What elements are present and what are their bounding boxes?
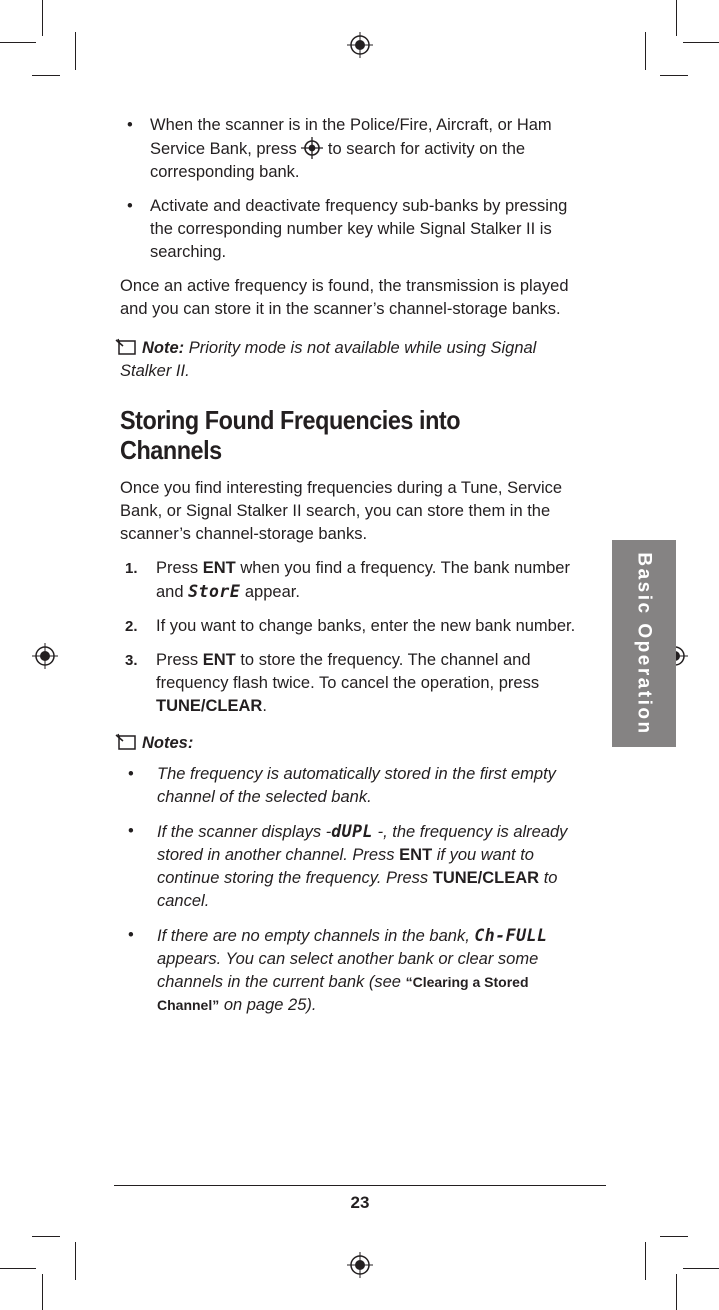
crop-mark [683,1268,719,1269]
section-heading: Storing Found Frequencies into Channels [120,405,461,465]
crop-mark [0,42,36,43]
step-text: appear. [240,583,300,601]
list-item [120,557,590,604]
step-number: 3. [125,652,138,669]
key-label: ENT [202,559,236,577]
step-number: 2. [125,618,138,635]
note-text: to cancel. [157,869,558,910]
note-text: Priority mode is not available while using Signal Stalker II. [120,339,537,380]
note-text: If there are no empty channels in the bank, [157,927,475,945]
crop-mark [32,75,60,76]
key-label: ENT [399,846,433,864]
bullet-text: When the scanner is in the Police/Fire, Aircraft, or Ham Service Bank, press [150,116,552,158]
list-item [120,114,590,184]
crop-mark [645,1242,646,1280]
crop-mark [32,1236,60,1237]
note [120,337,590,383]
section-side-tab [612,540,676,747]
list-item [120,195,590,264]
key-label: TUNE/CLEAR [156,697,263,715]
crop-mark [676,0,677,36]
lcd-text: Ch-FULL [474,926,548,945]
note-text: on page 25). [219,996,317,1014]
registration-mark-icon [347,32,373,58]
bullet-list [120,114,590,264]
note-text: -, the frequency is already stored in another channel. Press [157,823,568,864]
lcd-text: dUPL [331,822,373,841]
steps-list [120,557,590,718]
crop-mark [42,1274,43,1310]
note-text: The frequency is automatically stored in the first empty channel of the selected bank. [157,765,556,806]
step-text: . [262,697,267,715]
notes-list [120,763,590,1017]
note-icon [114,733,142,751]
step-text: Press [156,559,203,577]
step-text: when you find a frequency. The bank number and [156,559,570,601]
footer-rule [114,1185,606,1186]
bullet-text: to search for activity on the corresponding bank. [150,140,526,181]
notes-label: Notes: [142,734,194,752]
page-content [120,114,590,1028]
note-icon [114,338,142,356]
search-button-icon [301,137,323,159]
crop-mark [0,1268,36,1269]
step-number: 1. [125,560,138,577]
step-text: If you want to change banks, enter the new bank number. [156,617,576,635]
registration-mark-icon [347,1252,373,1278]
lcd-text: StorE [188,582,241,601]
cross-reference-link[interactable]: “Clearing a Stored Channel” [157,974,529,1013]
note-text: appears. You can select another bank or clear some channels in the current bank (see [157,950,539,991]
notes-heading [120,732,590,755]
note-text: if you want to continue storing the frequency. Press [157,846,534,887]
list-item [120,763,590,809]
crop-mark [75,32,76,70]
key-label: TUNE/CLEAR [432,869,540,887]
note-label: Note: [142,339,185,357]
crop-mark [42,0,43,36]
list-item [120,924,590,1017]
key-label: ENT [202,651,236,669]
note-text: If the scanner displays - [157,823,332,841]
crop-mark [645,32,646,70]
crop-mark [660,75,688,76]
step-text: to store the frequency. The channel and frequency flash twice. To cancel the operation, press [156,651,540,692]
step-text: Press [156,651,203,669]
list-item [120,820,590,913]
crop-mark [75,1242,76,1280]
bullet-text: Activate and deactivate frequency sub-banks by pressing the corresponding number key while Signal Stalker II is searching. [150,197,568,261]
crop-mark [660,1236,688,1237]
crop-mark [683,42,719,43]
paragraph: Once you find interesting frequencies during a Tune, Service Bank, or Signal Stalker II search, you can store them in the scanner’s channel-storage banks. [120,479,563,543]
list-item [120,649,590,718]
page-number: 23 [350,1193,370,1212]
registration-mark-icon [32,643,58,669]
crop-mark [676,1274,677,1310]
paragraph: Once an active frequency is found, the transmission is played and you can store it in the scanner’s channel-storage banks. [120,277,569,318]
side-tab-label: Basic Operation [634,551,655,736]
list-item [120,615,590,638]
